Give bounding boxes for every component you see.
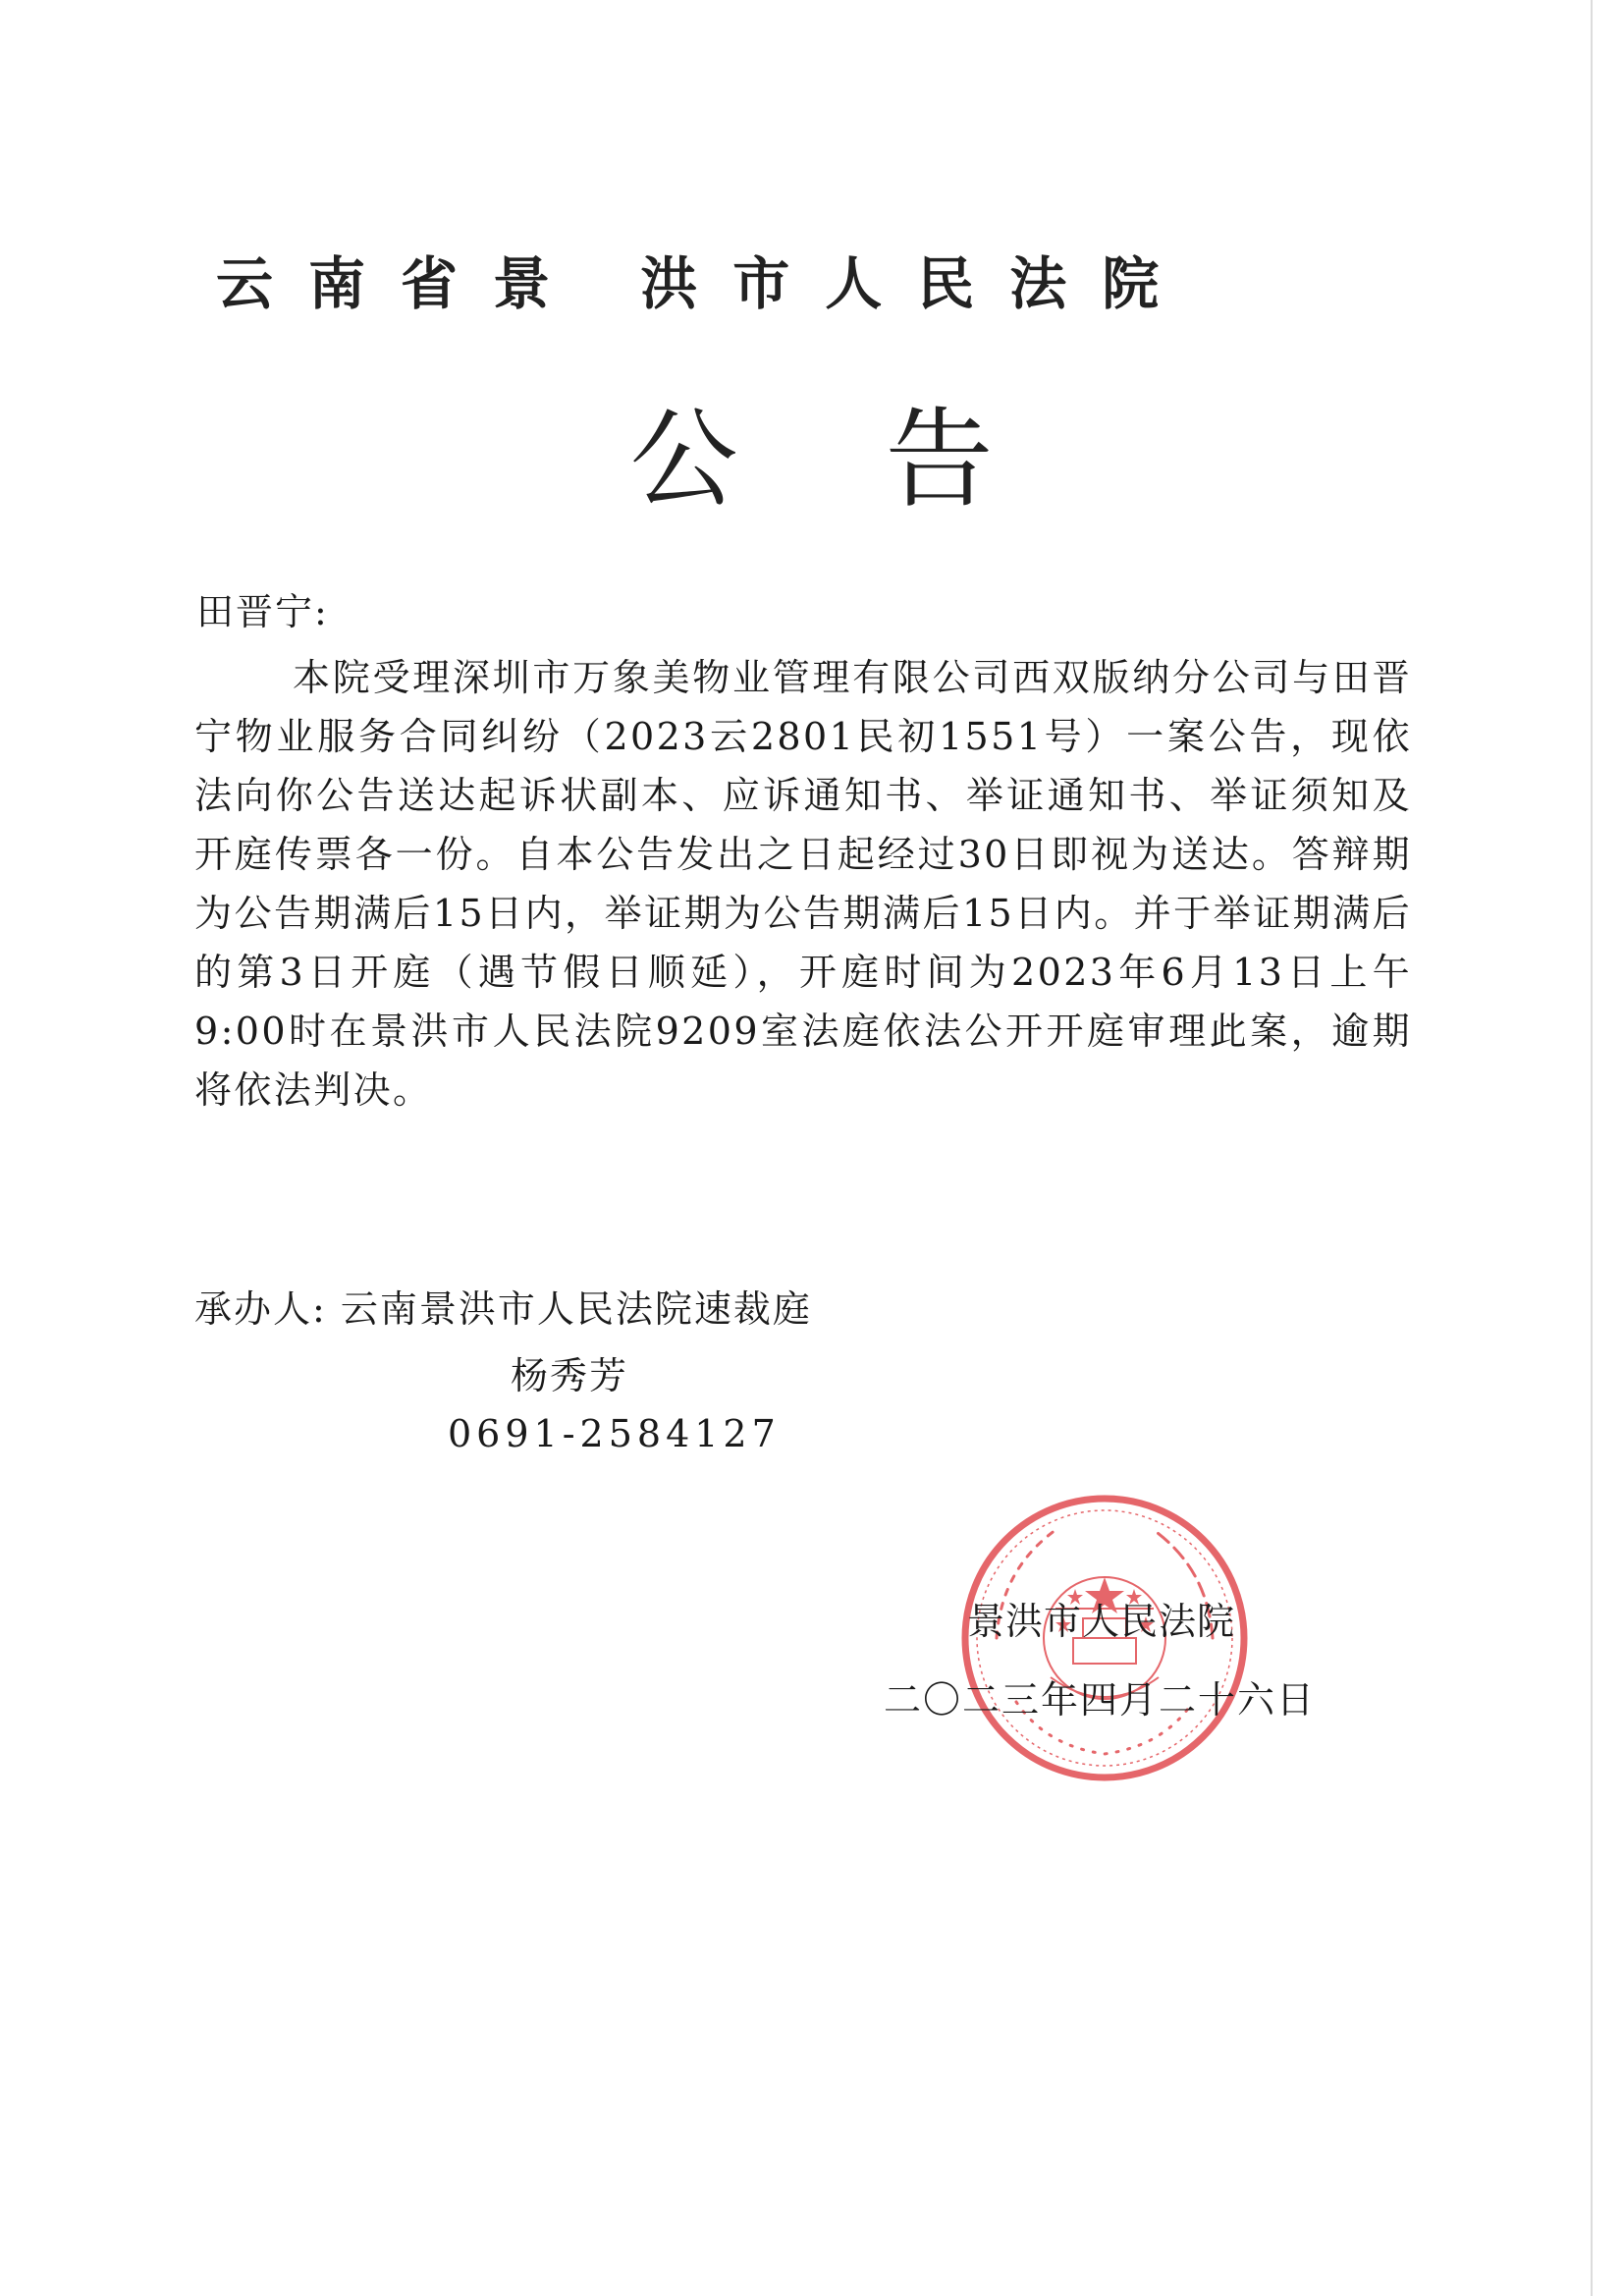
notice-title: 公告 — [629, 397, 1141, 522]
contact-department: 承办人: 云南景洪市人民法院速裁庭 — [194, 1287, 812, 1331]
notice-body: 本院受理深圳市万象美物业管理有限公司西双版纳分公司与田晋宁物业服务合同纠纷（2023云2801民初1551号）一案公告，现依法向你公告送达起诉状副本、应诉通知书、举证通知书、举证须知及开庭传票各一份。自本公告发出之日起经过30日即视为送达。答辩期为公告期满后15日内，举证期为公告期满后15日内。并于举证期满后的第3日开庭（遇节假日顺延），开庭时间为2023年6月13日上午9:00时在景洪市人民法院9209室法庭依法公开开庭审理此案，逾期将依法判决。 — [194, 656, 1412, 1112]
court-name-heading: 云南省景 洪市人民法院 — [216, 250, 1195, 317]
contact-phone: 0691-2584127 — [448, 1412, 781, 1455]
contact-person: 杨秀芳 — [511, 1354, 629, 1397]
scan-edge-line — [1591, 0, 1593, 2296]
signature-date: 二〇二三年四月二十六日 — [884, 1678, 1317, 1722]
addressee: 田晋宁: — [196, 590, 329, 633]
signature-court: 景洪市人民法院 — [967, 1600, 1236, 1643]
